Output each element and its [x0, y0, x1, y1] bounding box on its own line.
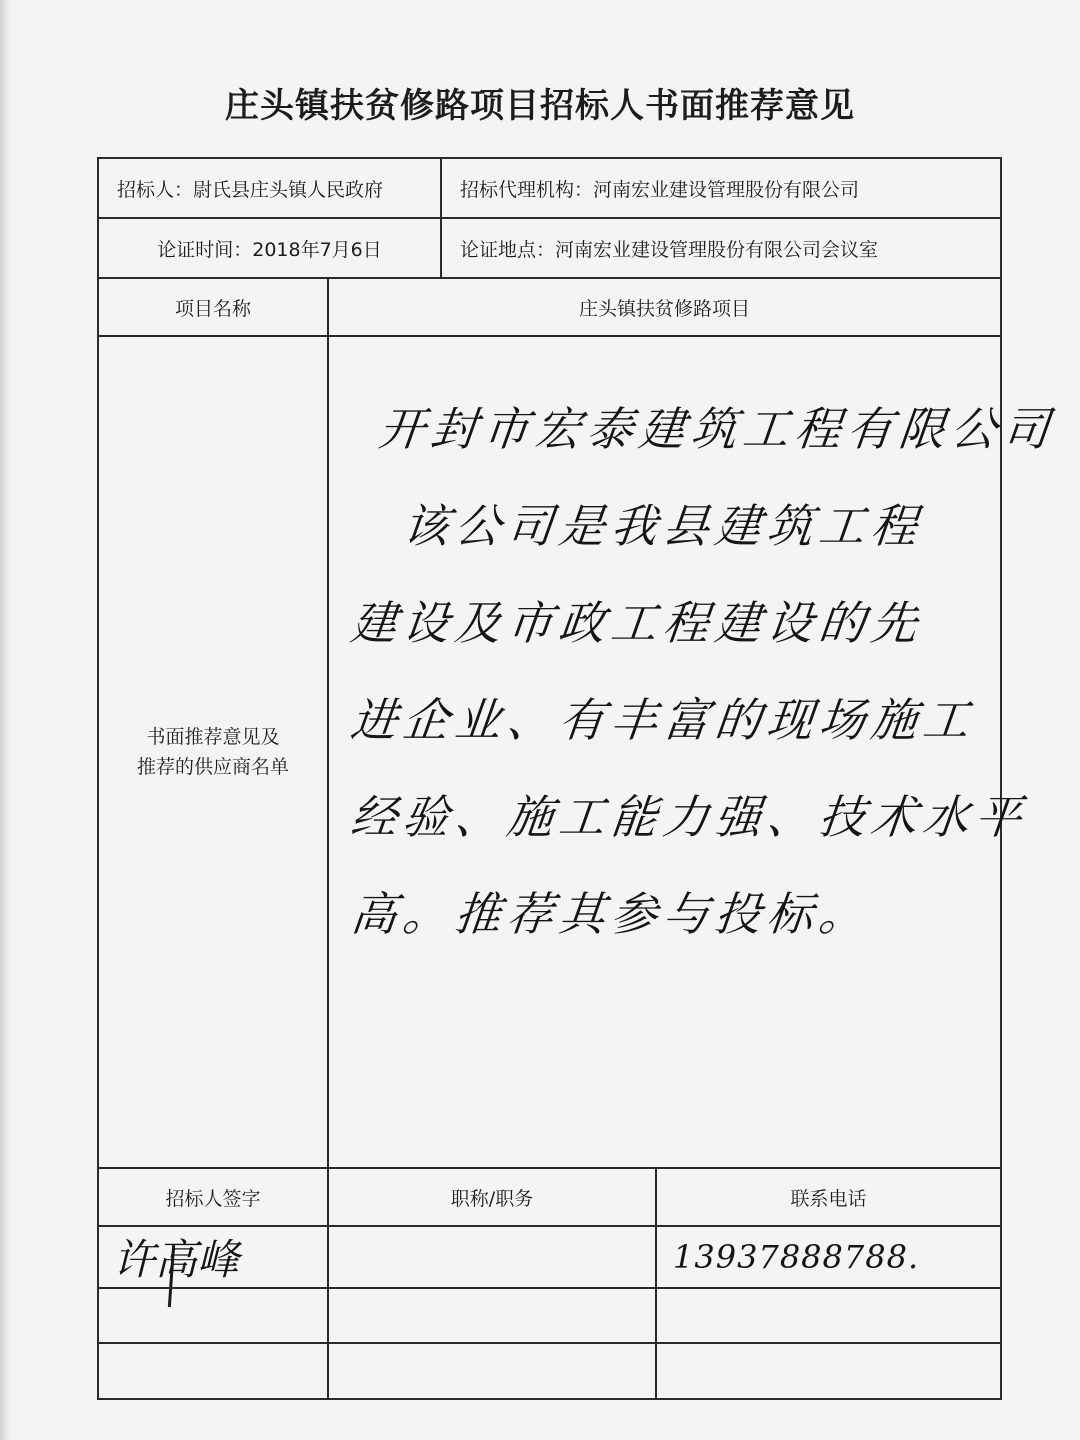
time-cell: 论证时间：2018年7月6日: [98, 218, 441, 278]
phone-number: 13937888788.: [673, 1238, 920, 1276]
signer-header: 招标人签字: [98, 1168, 328, 1226]
phone-cell: [656, 1226, 1001, 1288]
recommendation-form: [97, 157, 1058, 1400]
title-header: 职称/职务: [328, 1168, 656, 1226]
signer-signature: 许高峰: [113, 1235, 240, 1284]
document-title: 庄头镇扶贫修路项目招标人书面推荐意见: [225, 86, 855, 126]
empty-cell: [98, 1288, 328, 1343]
agency-cell: 招标代理机构：河南宏业建设管理股份有限公司: [441, 158, 1001, 218]
handwritten-line-5: 经验、施工能力强、技术水平: [348, 790, 1030, 844]
empty-cell: [656, 1288, 1001, 1343]
opinion-label-line1: 书面推荐意见及: [146, 726, 280, 748]
title-cell: [328, 1226, 656, 1288]
empty-cell: [98, 1343, 328, 1399]
empty-cell: [656, 1343, 1001, 1399]
opinion-label-cell: [98, 336, 328, 1168]
phone-header: 联系电话: [656, 1168, 1001, 1226]
handwritten-line-1: 开封市宏泰建筑工程有限公司: [376, 402, 1058, 456]
handwritten-line-4: 进企业、有丰富的现场施工: [348, 693, 978, 747]
tenderer-cell: 招标人：尉氏县庄头镇人民政府: [98, 158, 441, 218]
opinion-body-cell: [328, 336, 1058, 1168]
signer-cell: [98, 1226, 328, 1288]
page-edge: [0, 0, 10, 1440]
handwritten-line-3: 建设及市政工程建设的先: [348, 596, 926, 650]
handwritten-line-2: 该公司是我县建筑工程: [400, 499, 926, 553]
empty-cell: [328, 1288, 656, 1343]
opinion-label-line2: 推荐的供应商名单: [136, 756, 289, 778]
handwritten-line-6: 高。推荐其参与投标。: [348, 887, 874, 941]
project-name-value: 庄头镇扶贫修路项目: [328, 278, 1001, 336]
project-name-label: 项目名称: [98, 278, 328, 336]
place-cell: 论证地点：河南宏业建设管理股份有限公司会议室: [441, 218, 1001, 278]
empty-cell: [328, 1343, 656, 1399]
